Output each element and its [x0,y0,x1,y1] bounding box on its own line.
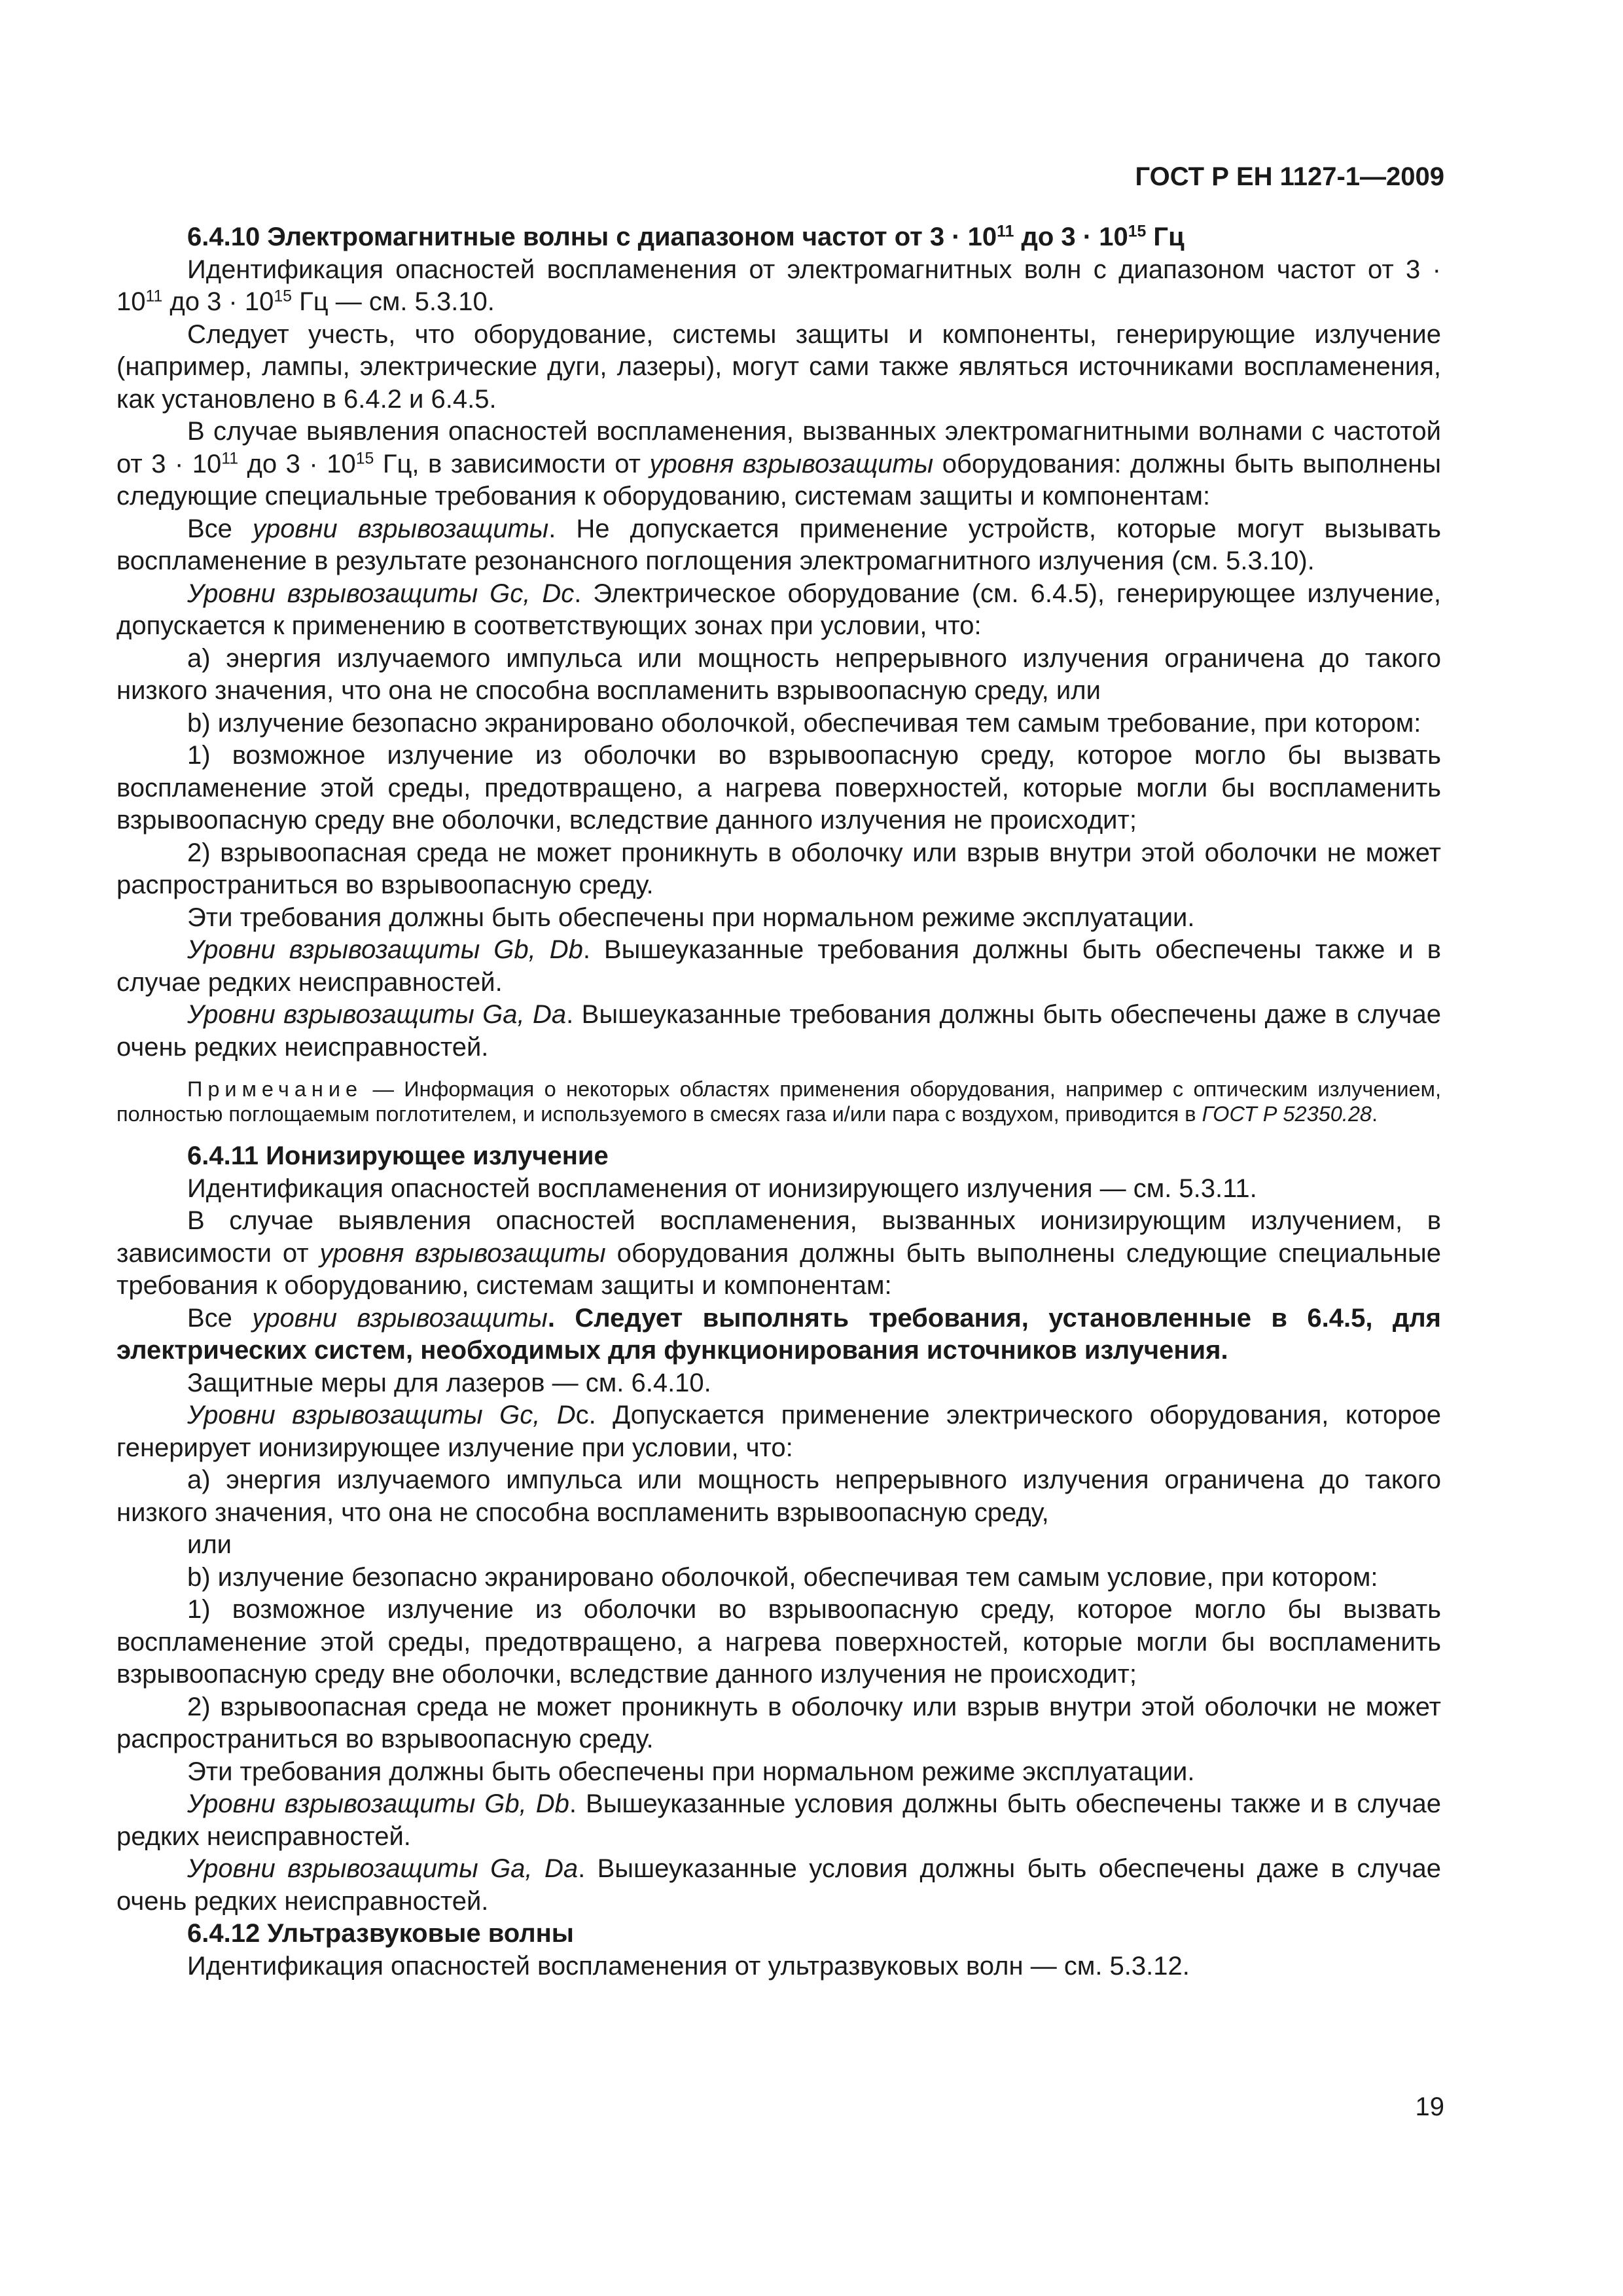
paragraph: Идентификация опасностей воспламенения от ионизирующего излучения — см. 5.3.11. [187,1174,1257,1203]
paragraph: В случае выявления опасностей воспламенения, вызванных ионизирующим излучением, в зависимости от уровня взрывозащиты оборудования должны быть выполнены следующие специальные требования к оборудованию, системам защиты и компонентам: [116,1206,1441,1300]
paragraph: Все уровни взрывозащиты. Следует выполнять требования, установленные в 6.4.5, для электрических систем, необходимых для функционирования источников излучения. [116,1303,1441,1365]
paragraph: Уровни взрывозащиты Ga, Da. Вышеуказанные требования должны быть обеспечены даже в случае очень редких неисправностей. [116,1000,1441,1062]
section-title: Ионизирующее излучение [266,1141,609,1170]
paragraph: Все уровни взрывозащиты. Не допускается применение устройств, которые могут вызывать воспламенение в результате резонансного поглощения электромагнитного излучения (см. 5.3.10). [116,514,1442,575]
section-6-4-12-heading [116,1918,1441,1950]
paragraph: Уровни взрывозащиты Gc, Dc. Электрическое оборудование (см. 6.4.5), генерирующее излучение, допускается к применению в соответствующих зонах при условии, что: [116,579,1441,640]
section-number: 6.4.11 [187,1141,259,1170]
paragraph: Эти требования должны быть обеспечены при нормальном режиме эксплуатации. [187,903,1195,932]
section-number: 6.4.12 [187,1919,260,1948]
note: Примечание — Информация о некоторых областях применения оборудования, например с оптическим излучением, полностью поглощаемым поглотителем, и используемого в смесях газа и/или пара с воздухом, приводится в ГОСТ Р 52350.28. [116,1077,1441,1126]
section-title: Ультразвуковые волны [267,1919,574,1948]
paragraph: Уровни взрывозащиты Gb, Db. Вышеуказанные условия должны быть обеспечены также и в случае редких неисправностей. [116,1789,1441,1851]
section-number: 6.4.10 [187,223,260,251]
list-item: a) энергия излучаемого импульса или мощность непрерывного излучения ограничена до такого низкого значения, что она не способна воспламенить взрывоопасную среду, или [116,643,1441,705]
paragraph: Идентификация опасностей воспламенения от ультразвуковых волн — см. 5.3.12. [187,1951,1190,1981]
paragraph: Защитные меры для лазеров — см. 6.4.10. [187,1368,711,1397]
list-item: 2) взрывоопасная среда не может проникнуть в оболочку или взрыв внутри этой оболочки не может распространиться во взрывоопасную среду. [116,1692,1441,1753]
paragraph: Идентификация опасностей воспламенения от электромагнитных волн с диапазоном частот от $3 \cdot 10^{11}$ до $3 \cdot 10^{15}$ Гц — см. 5.3.10. [116,255,1441,316]
paragraph: Уровни взрывозащиты Ga, Da. Вышеуказанные условия должны быть обеспечены даже в случае очень редких неисправностей. [116,1854,1442,1916]
list-item: 1) возможное излучение из оболочки во взрывоопасную среду, которое могло бы вызвать воспламенение этой среды, предотвращено, а нагрева поверхностей, которые могли бы воспламенить взрывоопасную среду вне оболочки, вследствие данного излучения не происходит; [116,741,1441,834]
list-item: 2) взрывоопасная среда не может проникнуть в оболочку или взрыв внутри этой оболочки не может распространиться во взрывоопасную среду. [116,838,1441,899]
list-item: b) излучение безопасно экранировано оболочкой, обеспечивая тем самым условие, при котором: [187,1562,1378,1592]
paragraph: Уровни взрывозащиты Gc, Dc. Допускается применение электрического оборудования, которое генерирует ионизирующее излучение при условии, что: [116,1401,1442,1462]
list-item: или [187,1530,232,1559]
list-item: a) энергия излучаемого импульса или мощность непрерывного излучения ограничена до такого низкого значения, что она не способна воспламенить взрывоопасную среду, [116,1465,1441,1527]
list-item: 1) возможное излучение из оболочки во взрывоопасную среду, которое могло бы вызвать воспламенение этой среды, предотвращено, а нагрева поверхностей, которые могли бы воспламенить взрывоопасную среду вне оболочки, вследствие данного излучения не происходит; [116,1595,1441,1689]
list-item: b) излучение безопасно экранировано оболочкой, обеспечивая тем самым требование, при котором: [187,708,1421,738]
section-6-4-10-heading [116,221,1441,254]
section-6-4-11-heading [116,1140,1441,1173]
document-code-header: ГОСТ Р ЕН 1127-1—2009 [1135,162,1444,191]
page-number: 19 [1415,2092,1444,2121]
page-content [116,221,1441,1982]
paragraph: Следует учесть, что оборудование, системы защиты и компоненты, генерирующие излучение (например, лампы, электрические дуги, лазеры), могут сами также являться источниками воспламенения, как установлено в 6.4.2 и 6.4.5. [116,319,1441,414]
section-title: Электромагнитные волны с диапазоном частот от $3 \cdot 10^{11}$ до $3 \cdot 10^{15}$ Гц [267,223,1185,251]
paragraph: Эти требования должны быть обеспечены при нормальном режиме эксплуатации. [187,1757,1195,1786]
note-label: Примечание [187,1077,363,1101]
paragraph: В случае выявления опасностей воспламенения, вызванных электромагнитными волнами с частотой от $3 \cdot 10^{11}$ до $3 \cdot 10^{15}$ Гц, в зависимости от уровня взрывозащиты оборудования: должны быть выполнены следующие специальные требования к оборудованию, системам защиты и компонентам: [116,417,1442,511]
paragraph: Уровни взрывозащиты Gb, Db. Вышеуказанные требования должны быть обеспечены также и в случае редких неисправностей. [116,935,1441,997]
